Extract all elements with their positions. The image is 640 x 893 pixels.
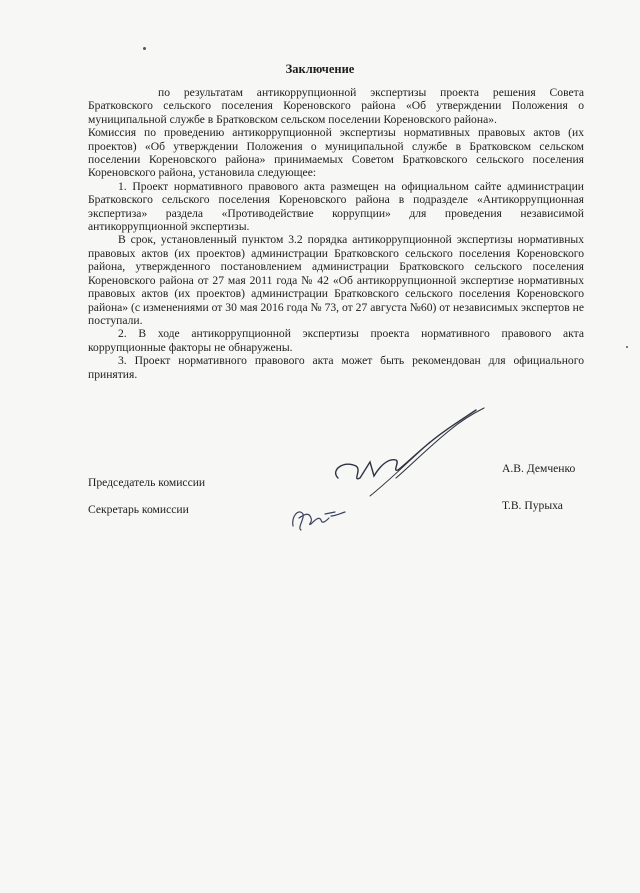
point-3-paragraph: 3. Проект нормативного правового акта может быть рекомендован для официального принятия. xyxy=(88,354,584,381)
chair-name: А.В. Демченко xyxy=(502,462,576,475)
scan-speck xyxy=(143,47,146,50)
point-1-paragraph: 1. Проект нормативного правового акта размещен на официальном сайте администрации Братковского сельского поселения Кореновского района в подразделе «Антикоррупционная экспертиза» раздела «Противодействие коррупции» для проведения независимой антикоррупционной экспертизы. xyxy=(88,179,584,234)
intro-paragraph: по результатам антикоррупционной экспертизы проекта решения Совета Братковского сельского поселения Кореновского района «Об утверждении Положения о муниципальной службе в Братковском сельском поселении Кореновского района». xyxy=(88,86,584,126)
document-title: Заключение xyxy=(285,62,355,76)
chair-signature xyxy=(300,400,490,510)
secretary-role: Секретарь комиссии xyxy=(88,503,189,516)
term-paragraph: В срок, установленный пунктом 3.2 порядка антикоррупционной экспертизы нормативных правовых актов (их проектов) администрации Братковского сельского поселения Кореновского района, утвержденного постановлением администрации Братковского сельского поселения Кореновского района от 27 мая 2011 года № 42 «Об антикоррупционной экспертизе нормативных правовых актов (их проектов) администрации Братковского сельского поселения Кореновского района» (с изменениями от 30 мая 2016 года № 73, от 27 августа №60) от независимых экспертов не поступали. xyxy=(88,233,584,327)
chair-role: Председатель комиссии xyxy=(88,476,206,489)
document-body xyxy=(88,86,584,381)
point-2-paragraph: 2. В ходе антикоррупционной экспертизы проекта нормативного правового акта коррупционные факторы не обнаружены. xyxy=(88,327,584,354)
secretary-name: Т.В. Пурыха xyxy=(502,499,563,512)
commission-paragraph: Комиссия по проведению антикоррупционной экспертизы нормативных правовых актов (их проектов) «Об утверждении Положения о муниципальной службе в Братковском сельском поселении Кореновского района» принимаемых Советом Братковского сельского поселения Кореновского района, установила следующее: xyxy=(88,126,584,180)
scan-speck xyxy=(626,346,628,348)
secretary-signature xyxy=(285,500,350,535)
